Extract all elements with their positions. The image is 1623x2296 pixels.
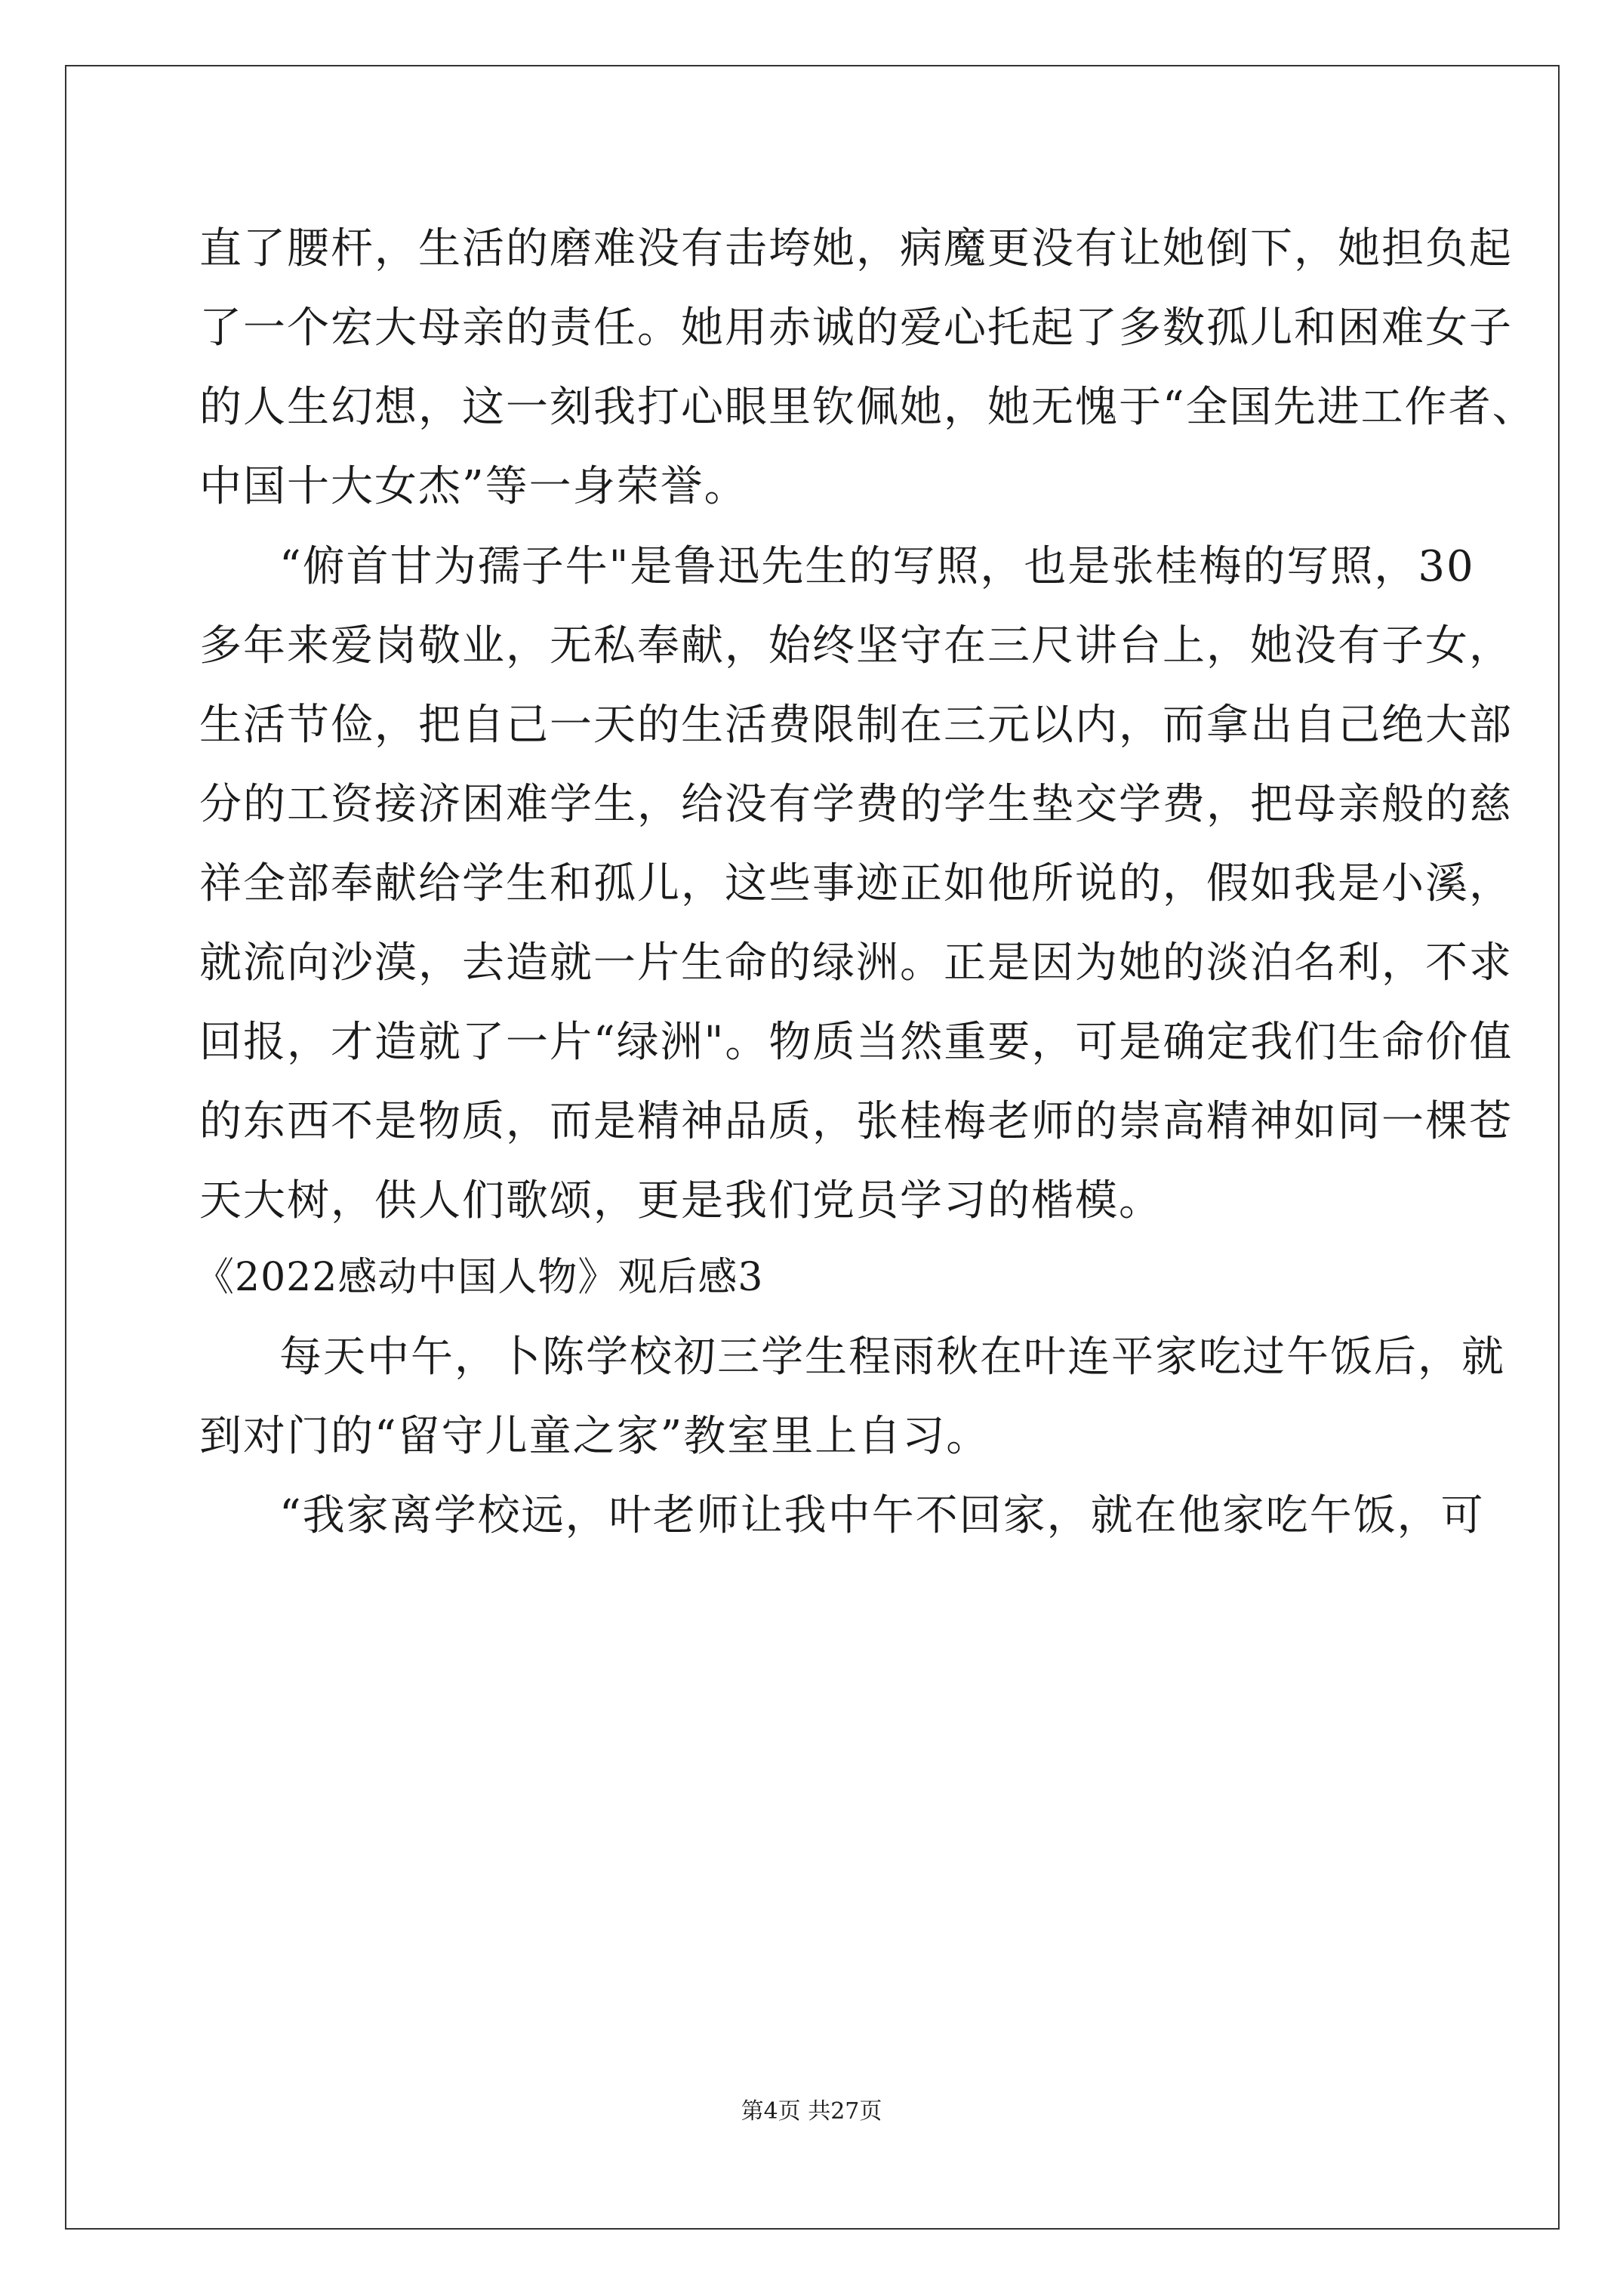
page-footer: 第4页 共27页: [741, 2098, 882, 2125]
text-line: 每天中午，卜陈学校初三学生程雨秋在叶连平家吃过午饭后，就: [279, 1333, 1505, 1382]
text-line: 分的工资接济困难学生，给没有学费的学生垫交学费，把母亲般的慈: [199, 780, 1513, 829]
text-line: 的人生幻想，这一刻我打心眼里钦佩她，她无愧于“全国先进工作者、: [199, 383, 1536, 432]
text-line: 回报，才造就了一片“绿洲"。物质当然重要，可是确定我们生命价值: [199, 1018, 1514, 1067]
text-line: 多年来爱岗敬业，无私奉献，始终坚守在三尺讲台上，她没有子女，: [199, 621, 1513, 670]
text-line: 的东西不是物质，而是精神品质，张桂梅老师的崇高精神如同一棵苍: [199, 1097, 1513, 1146]
text-line: 中国十大女杰”等一身荣誉。: [199, 462, 748, 511]
text-line: 到对门的“留守儿童之家”教室里上自习。: [199, 1412, 990, 1461]
text-line: “我家离学校远，叶老师让我中午不回家，就在他家吃午饭，可: [279, 1491, 1485, 1540]
text-line: 祥全部奉献给学生和孤儿，这些事迹正如他所说的，假如我是小溪，: [199, 859, 1513, 908]
text-line: 生活节俭，把自己一天的生活费限制在三元以内，而拿出自己绝大部: [199, 701, 1513, 750]
text-line: 天大树，供人们歌颂，更是我们党员学习的楷模。: [199, 1176, 1163, 1225]
text-line: 直了腰杆，生活的磨难没有击垮她，病魔更没有让她倒下，她担负起: [199, 224, 1513, 273]
text-line: 就流向沙漠，去造就一片生命的绿洲。正是因为她的淡泊名利，不求: [199, 938, 1513, 988]
text-line: “俯首甘为孺子牛"是鲁迅先生的写照，也是张桂梅的写照，30: [279, 542, 1475, 591]
section-heading: 《2022感动中国人物》观后感3: [195, 1255, 764, 1300]
text-line: 了一个宏大母亲的责任。她用赤诚的爱心托起了多数孤儿和困难女子: [199, 304, 1513, 353]
